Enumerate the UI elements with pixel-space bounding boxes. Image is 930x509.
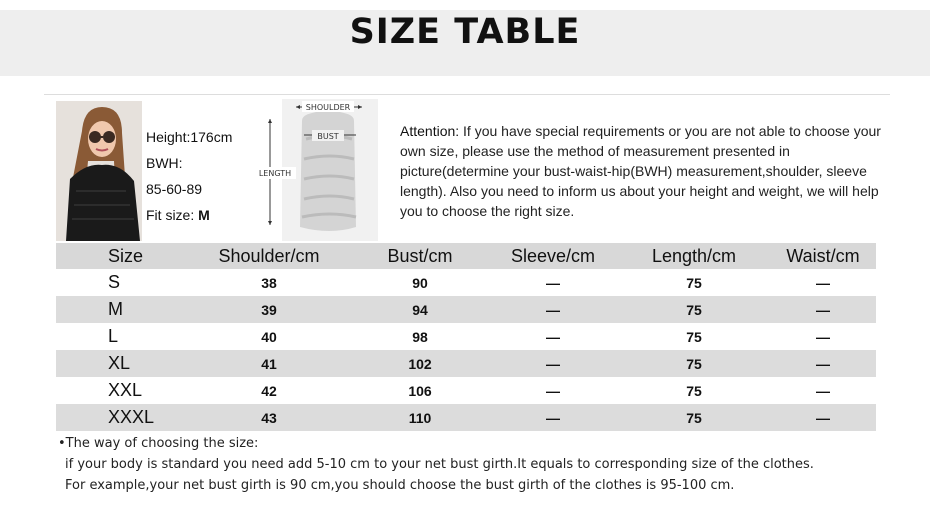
cell-waist: — (816, 328, 830, 345)
cell-length: 75 (686, 301, 702, 318)
cell-length: 75 (686, 355, 702, 372)
cell-shoulder: 42 (261, 382, 277, 399)
attention-text: If you have special requirements or you are not able to choose your own size, please use the method of measurement presented in picture(determine your bust-waist-hip(BWH) measurement,shoulder, sleeve length). Also you need to inform us about your height and weight, we will help you to choose the right size. (400, 123, 881, 219)
table-row (56, 296, 876, 323)
notes-line-rule: if your body is standard you need add 5-10 cm to your net bust girth.It equals to corresponding size of the clothes. (65, 457, 814, 472)
cell-sleeve: — (546, 382, 560, 399)
cell-bust: 102 (408, 355, 432, 372)
fit-label: Fit size: (146, 207, 199, 223)
cell-shoulder: 41 (261, 355, 277, 372)
diagram-length-label: LENGTH (258, 169, 292, 178)
cell-waist: — (816, 355, 830, 372)
header-shoulder: Shoulder/cm (218, 245, 320, 266)
cell-sleeve: — (546, 301, 560, 318)
cell-waist: — (816, 274, 830, 291)
attention-label: Attention: (400, 123, 460, 139)
size-guide-notes (58, 433, 814, 496)
header-sleeve: Sleeve/cm (510, 245, 596, 266)
cell-sleeve: — (546, 355, 560, 372)
cell-bust: 110 (408, 409, 432, 426)
notes-heading: •The way of choosing the size: (58, 436, 259, 451)
cell-size: S (108, 272, 121, 292)
cell-waist: — (816, 409, 830, 426)
divider (44, 94, 890, 95)
cell-size: XXXL (108, 407, 155, 427)
cell-shoulder: 43 (261, 409, 277, 426)
cell-shoulder: 39 (261, 301, 277, 318)
cell-length: 75 (686, 382, 702, 399)
table-row (56, 377, 876, 404)
cell-length: 75 (686, 409, 702, 426)
model-height: Height:176cm (146, 129, 233, 145)
size-table (56, 243, 876, 431)
cell-bust: 90 (412, 274, 428, 291)
cell-length: 75 (686, 328, 702, 345)
diagram-shoulder-label: SHOULDER (305, 103, 351, 112)
cell-size: L (108, 326, 119, 346)
table-row (56, 350, 876, 377)
header-waist: Waist/cm (786, 245, 860, 266)
model-photo-illustration (56, 101, 142, 241)
table-row (56, 269, 876, 296)
header-length: Length/cm (651, 245, 737, 266)
diagram-bust-label: BUST (317, 132, 339, 141)
cell-waist: — (816, 382, 830, 399)
cell-shoulder: 40 (261, 328, 277, 345)
cell-size: XXL (108, 380, 143, 400)
fit-value: M (198, 207, 210, 223)
cell-bust: 94 (412, 301, 428, 318)
model-info (146, 124, 232, 228)
model-fit-size (146, 202, 232, 228)
cell-shoulder: 38 (261, 274, 277, 291)
notes-line-example: For example,your net bust girth is 90 cm,you should choose the bust girth of the clothes is 95-100 cm. (65, 478, 735, 493)
cell-bust: 98 (412, 328, 428, 345)
header-bust: Bust/cm (387, 245, 453, 266)
table-row (56, 404, 876, 431)
cell-sleeve: — (546, 328, 560, 345)
cell-size: M (108, 299, 123, 319)
table-row (56, 323, 876, 350)
cell-sleeve: — (546, 409, 560, 426)
cell-bust: 106 (408, 382, 432, 399)
model-bwh-label: BWH: (146, 155, 183, 171)
cell-waist: — (816, 301, 830, 318)
cell-length: 75 (686, 274, 702, 291)
model-bwh-value: 85-60-89 (146, 181, 203, 197)
table-header (56, 243, 876, 269)
page-title: SIZE TABLE (349, 12, 581, 52)
cell-size: XL (108, 353, 131, 373)
vest-diagram-icon (252, 99, 380, 241)
cell-sleeve: — (546, 274, 560, 291)
model-photo (56, 101, 142, 241)
attention-note (400, 121, 890, 221)
measurement-diagram (252, 99, 380, 241)
header-size: Size (108, 245, 144, 266)
